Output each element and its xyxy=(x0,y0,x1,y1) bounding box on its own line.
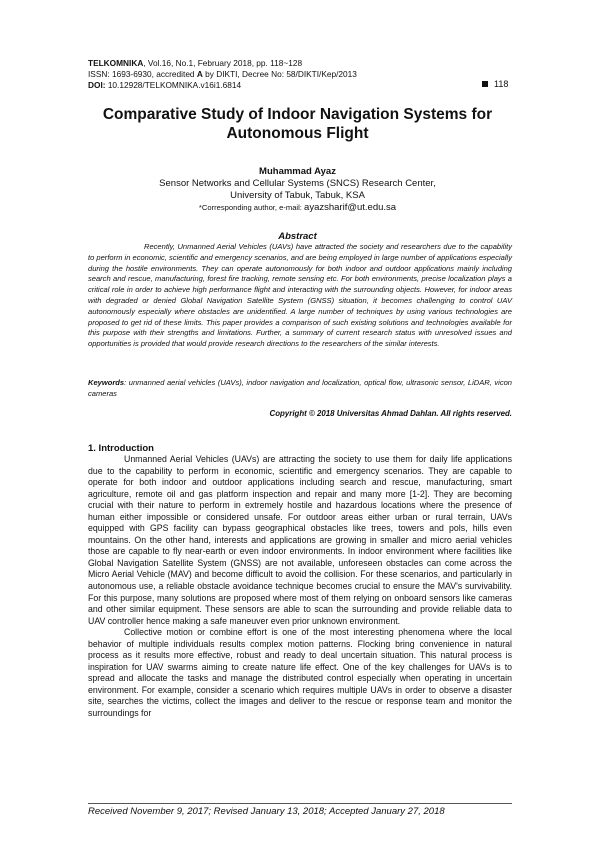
doi-label: DOI: xyxy=(88,80,106,90)
abstract-heading: Abstract xyxy=(278,231,317,242)
paper-title-line-1: Comparative Study of Indoor Navigation Systems for xyxy=(102,106,493,123)
paper-title-line-2: Autonomous Flight xyxy=(226,125,369,142)
journal-name: TELKOMNIKA xyxy=(88,58,144,68)
keywords xyxy=(88,378,512,400)
keywords-text: : unmanned aerial vehicles (UAVs), indoor navigation and localization, optical flow, ultrasonic sensor, LiDAR, vicon cameras xyxy=(88,378,512,398)
doi-line xyxy=(88,80,241,91)
accreditation: by DIKTI, Decree No: 58/DIKTI/Kep/2013 xyxy=(202,69,357,79)
introduction-body xyxy=(88,454,512,720)
section-heading-introduction: 1. Introduction xyxy=(88,443,154,454)
journal-header-line xyxy=(88,58,302,69)
author-email[interactable]: ayazsharif@ut.edu.sa xyxy=(304,202,397,213)
abstract-text: Recently, Unmanned Aerial Vehicles (UAVs) have attracted the society and researchers due to the capability to perform in economic, scientific and emergency scenarios, and are being employed in large number of applications especially during the hostile environments. They can operate autonomously for both indoor and outdoor applications mainly including search and rescue, manufacturing, forest fire tracking, remote sensing etc. For both environments, precise localization plays a critical role in order to achieve high performance flight and interacting with the surrounding objects. However, for indoor areas with degraded or denied Global Navigation Satellite System (GNSS) situation, it becomes challenging to control UAV autonomously especially where obstacles are unidentified. A large number of techniques by using various technologies are proposed to get rid of these limits. This paper provides a comparison of such existing solutions and technologies available for this purpose with their strengths and limitations. Further, a summary of current research status with unresolved issues and opportunities is provided that would provide research directions to the researchers of the similar interests. xyxy=(88,242,512,349)
doi[interactable]: 10.12928/TELKOMNIKA.v16i1.6814 xyxy=(105,80,242,90)
intro-paragraph-2: Collective motion or combine effort is one of the most interesting phenomena where the local behavior of multiple individuals results complex motion patterns. Flocking bring convenience in natural process as it results more effective, robust and ready to deal uncertain situation. This natural process is inspiration for UAV swarms aiming to create nature life effect. One of the key challenges for UAVs is to spread and allocate the tasks and manage the distributed control especially when operating in uncertain environment. For example, consider a scenario which requires multiple UAVs in order to observe a disaster site, searches the victims, collect the images and deliver to the rescue or response team and monitor the surroundings for xyxy=(88,627,512,719)
affiliation-line-2: University of Tabuk, Tabuk, KSA xyxy=(230,190,365,201)
accreditation-grade: A xyxy=(196,69,203,79)
journal-issue: , Vol.16, No.1, February 2018, pp. 118~128 xyxy=(143,58,303,68)
footer-rule xyxy=(88,803,512,804)
corresponding-author-line xyxy=(60,202,535,214)
keywords-label: Keywords xyxy=(88,378,125,387)
received-dates-footer: Received November 9, 2017; Revised January 13, 2018; Accepted January 27, 2018 xyxy=(88,806,445,817)
page-marker-square xyxy=(482,81,488,87)
corresponding-label: *Corresponding author, e-mail: xyxy=(198,203,305,212)
paper-title xyxy=(60,105,535,143)
abstract-body xyxy=(88,242,512,350)
issn-line xyxy=(88,69,357,80)
author-name: Muhammad Ayaz xyxy=(259,166,336,177)
intro-paragraph-1: Unmanned Aerial Vehicles (UAVs) are attracting the society to use them for daily life applications due to the capability to perform in economic, scientific and emergency scenarios. They are capable to operate for both indoor and outdoor applications including search and rescue, manufacturing, smart agriculture, remote oil and gas platform inspection and repair and many more [1-2]. They are becoming crucial with their nature to perform in extremely hostile and hazardous locations where the presence of human either impossible or considered unsafe. For outdoor areas either urban or rural terrain, UAVs equipped with GPS facility can bypass geographical obstacles like trees, towers and pols, hills even mountains. On the other hand, interests and applications are growing in smaller and micro aerial vehicles those are capable to fly near-earth or even indoor environments. In indoor environment where facilities like Global Navigation Satellite System (GNSS) are not available, unforeseen obstacles can come across the Micro Aerial Vehicle (MAV) and become difficult to avoid the collision. For these scenarios, and particularly in autonomous use, a reliable obstacle avoidance technique becomes crucial to ensure the MAV's survivability. For this purpose, many solutions are proposed where most of them relying on onboard sensors like cameras and other similar equipment. These sensors are able to scan the surrounding and provide reliable data to UAV controller hence making a safe maneuver even prior unknown environment. xyxy=(88,454,512,626)
affiliation-line-1: Sensor Networks and Cellular Systems (SNCS) Research Center, xyxy=(159,178,436,189)
page-number: 118 xyxy=(494,79,509,89)
copyright-notice: Copyright © 2018 Universitas Ahmad Dahlan. All rights reserved. xyxy=(269,409,512,418)
issn: ISSN: 1693-6930, accredited xyxy=(88,69,197,79)
